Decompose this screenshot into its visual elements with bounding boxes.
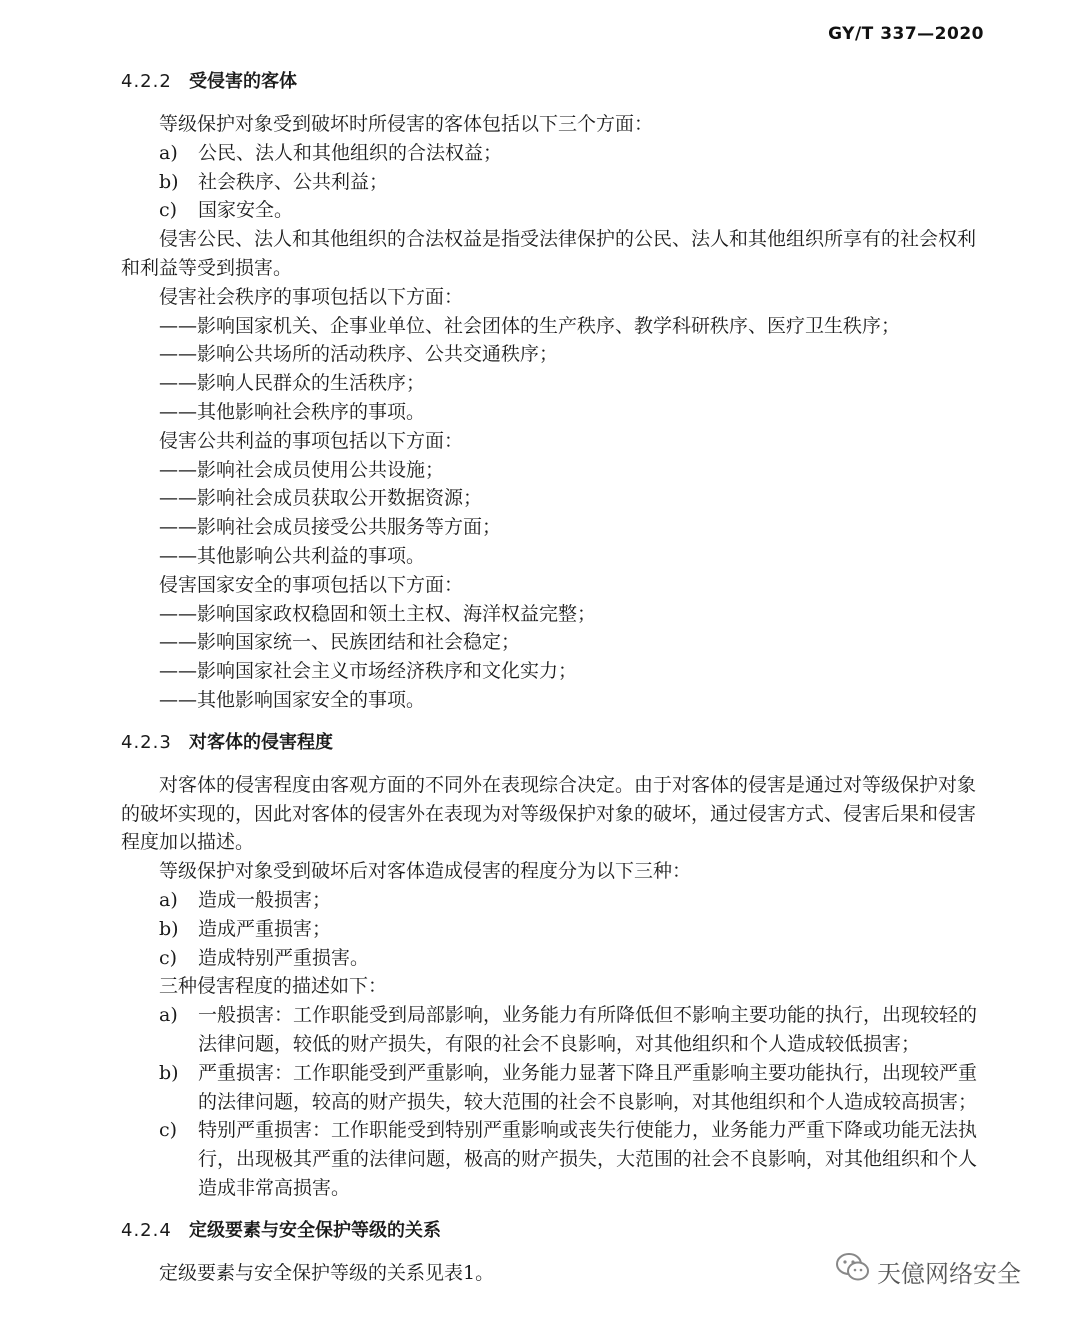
list-marker: a) [159,1004,178,1027]
section-number: 4.2.3 [121,731,172,753]
list-item [121,1001,987,1059]
paragraph: 侵害公民、法人和其他组织的合法权益是指受法律保护的公民、法人和其他组织所享有的社会权利和利益等受到损害。 [121,228,977,279]
dash-item: —— 影响国家政权稳固和领土主权、海洋权益完整； [121,600,987,629]
paragraph: 三种侵害程度的描述如下： [159,975,388,998]
dash-item: —— 影响国家机关、企事业单位、社会团体的生产秩序、教学科研秩序、医疗卫生秩序； [121,312,987,341]
paragraph: 等级保护对象受到破坏时所侵害的客体包括以下三个方面： [159,113,654,135]
paragraph: 侵害公共利益的事项包括以下方面： [159,429,464,452]
wechat-icon [835,1252,871,1290]
dash-item: —— 影响国家统一、民族团结和社会稳定； [121,628,987,657]
list-text: 社会秩序、公共利益； [198,170,389,193]
list-item [121,886,987,915]
list-item [121,1059,987,1117]
dash-item: —— 影响国家社会主义市场经济秩序和文化实力； [121,657,987,686]
list-text: 特别严重损害：工作职能受到特别严重影响或丧失行使能力，业务能力严重下降或功能无法执行，出现极其严重的法律问题，极高的财产损失，大范围的社会不良影响，对其他组织和个人造成非常高损害。 [198,1119,978,1199]
list-text: 造成严重损害； [198,917,332,940]
standard-code: GY/T 337—2020 [828,24,984,44]
paragraph: 侵害国家安全的事项包括以下方面： [159,573,464,596]
list-marker: b) [159,170,179,193]
section-4-2-2 [121,68,987,715]
dash-item: —— 影响人民群众的生活秩序； [121,369,987,398]
list-item [121,915,987,944]
section-heading [121,1217,987,1245]
list-text: 一般损害：工作职能受到局部影响，业务能力有所降低但不影响主要功能的执行，出现较轻的法律问题，较低的财产损失，有限的社会不良影响，对其他组织和个人造成较低损害； [198,1004,978,1055]
watermark-text: 天億网络安全 [877,1259,1021,1288]
list-marker: a) [159,141,178,164]
list-text: 造成一般损害； [198,888,332,911]
section-number: 4.2.2 [121,71,172,92]
list-item [121,168,987,197]
dash-item: —— 其他影响公共利益的事项。 [121,542,987,571]
dash-item: —— 其他影响国家安全的事项。 [121,686,987,715]
paragraph: 定级要素与安全保护等级的关系见表1。 [159,1261,495,1284]
list-text: 造成特别严重损害。 [198,946,370,969]
dash-item: —— 其他影响社会秩序的事项。 [121,398,987,427]
list-marker: b) [159,917,179,940]
paragraph: 等级保护对象受到破坏后对客体造成侵害的程度分为以下三种： [159,860,692,883]
list-marker: c) [159,199,178,222]
section-heading [121,68,987,96]
list-marker: b) [159,1061,179,1084]
list-item [121,1116,987,1202]
section-title: 对客体的侵害程度 [189,731,333,753]
dash-item: —— 影响社会成员使用公共设施； [121,456,987,485]
paragraph: 对客体的侵害程度由客观方面的不同外在表现综合决定。由于对客体的侵害是通过对等级保护对象的破坏实现的，因此对客体的侵害外在表现为对等级保护对象的破坏，通过侵害方式、侵害后果和侵害程度加以描述。 [121,773,977,854]
section-heading [121,729,987,757]
watermark [835,1252,1021,1290]
dash-item: —— 影响社会成员获取公开数据资源； [121,484,987,513]
dash-item: —— 影响社会成员接受公共服务等方面； [121,513,987,542]
section-number: 4.2.4 [121,1219,172,1241]
list-item [121,944,987,973]
section-4-2-3 [121,729,987,1203]
list-marker: c) [159,946,178,969]
list-text: 国家安全。 [198,199,294,222]
document-body [121,68,987,1301]
list-item [121,196,987,225]
list-item [121,139,987,168]
list-text: 公民、法人和其他组织的合法权益； [198,141,503,164]
list-text: 严重损害：工作职能受到严重影响，业务能力显著下降且严重影响主要功能执行，出现较严重的法律问题，较高的财产损失，较大范围的社会不良影响，对其他组织和个人造成较高损害； [198,1061,978,1113]
list-marker: a) [159,888,178,911]
paragraph: 侵害社会秩序的事项包括以下方面： [159,285,464,308]
dash-item: —— 影响公共场所的活动秩序、公共交通秩序； [121,340,987,369]
list-marker: c) [159,1119,178,1142]
section-title: 受侵害的客体 [189,71,297,92]
section-title: 定级要素与安全保护等级的关系 [189,1219,441,1241]
